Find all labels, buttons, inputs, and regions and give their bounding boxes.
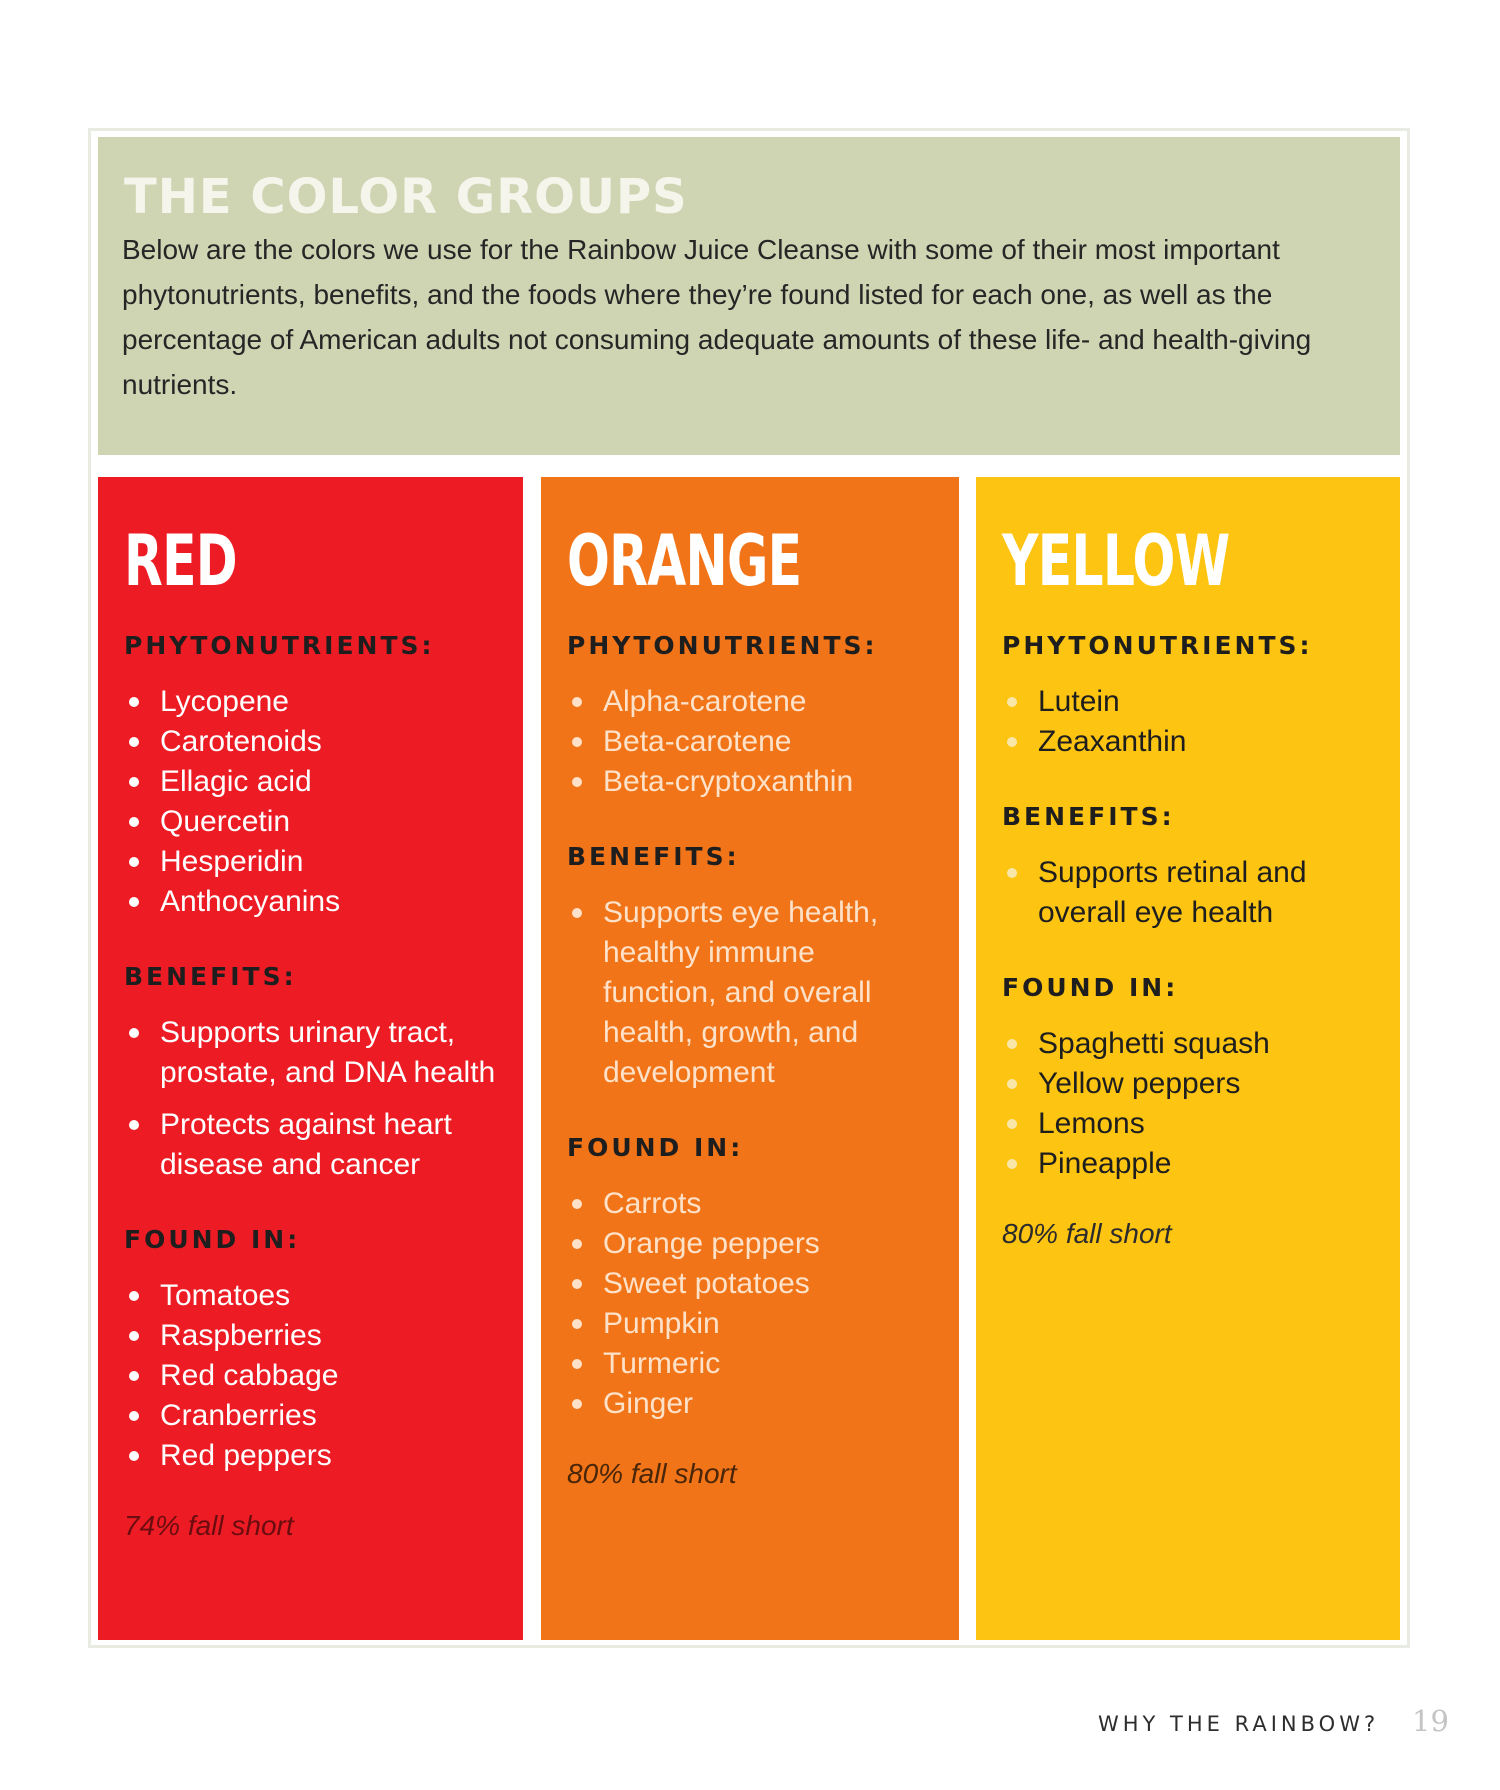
orange-phytonutrients-heading: PHYTONUTRIENTS:	[567, 631, 878, 660]
list-item: Beta-cryptoxanthin	[567, 762, 933, 802]
red-found-in-heading: FOUND IN:	[124, 1225, 301, 1254]
orange-benefits-list	[567, 893, 933, 1093]
yellow-group-column	[976, 477, 1400, 1640]
bullet-icon	[572, 1239, 582, 1249]
yellow-phytonutrients-heading: PHYTONUTRIENTS:	[1002, 631, 1313, 660]
list-item: Lutein	[1002, 682, 1374, 722]
list-item: Pumpkin	[567, 1304, 933, 1344]
bullet-icon	[1007, 737, 1017, 747]
red-group-title: RED	[124, 520, 237, 602]
list-item: Carotenoids	[124, 722, 497, 762]
bullet-icon	[129, 697, 139, 707]
orange-phytonutrients-list	[567, 682, 933, 802]
orange-stat: 80% fall short	[567, 1458, 737, 1489]
list-item: Red cabbage	[124, 1356, 497, 1396]
bullet-icon	[572, 777, 582, 787]
intro-panel	[98, 137, 1400, 455]
list-item: Sweet potatoes	[567, 1264, 933, 1304]
list-item: Pineapple	[1002, 1144, 1374, 1184]
running-head: WHY THE RAINBOW?	[1098, 1712, 1380, 1736]
bullet-icon	[572, 1359, 582, 1369]
list-item: Orange peppers	[567, 1224, 933, 1264]
list-item: Supports eye health, healthy immune function, and overall health, growth, and development	[567, 893, 933, 1093]
list-item: Carrots	[567, 1184, 933, 1224]
list-item: Ginger	[567, 1384, 933, 1424]
intro-title: THE COLOR GROUPS	[124, 169, 688, 225]
yellow-group-title: YELLOW	[1002, 520, 1230, 602]
list-item: Hesperidin	[124, 842, 497, 882]
red-phytonutrients-heading: PHYTONUTRIENTS:	[124, 631, 435, 660]
bullet-icon	[129, 817, 139, 827]
list-item: Ellagic acid	[124, 762, 497, 802]
orange-found-in-heading: FOUND IN:	[567, 1133, 744, 1162]
bullet-icon	[572, 1399, 582, 1409]
bullet-icon	[1007, 1039, 1017, 1049]
yellow-found-in-list	[1002, 1024, 1374, 1184]
list-item: Yellow peppers	[1002, 1064, 1374, 1104]
bullet-icon	[129, 1331, 139, 1341]
red-phytonutrients-list	[124, 682, 497, 922]
page-number: 19	[1412, 1704, 1449, 1738]
orange-benefits-heading: BENEFITS:	[567, 842, 740, 871]
orange-group-column	[541, 477, 959, 1640]
yellow-phytonutrients-list	[1002, 682, 1374, 762]
yellow-found-in-heading: FOUND IN:	[1002, 973, 1179, 1002]
list-item: Spaghetti squash	[1002, 1024, 1374, 1064]
list-item: Supports urinary tract, prostate, and DNA health	[124, 1013, 497, 1093]
bullet-icon	[572, 908, 582, 918]
bullet-icon	[129, 1291, 139, 1301]
bullet-icon	[1007, 1119, 1017, 1129]
bullet-icon	[1007, 697, 1017, 707]
bullet-icon	[129, 777, 139, 787]
list-item: Lycopene	[124, 682, 497, 722]
list-item: Cranberries	[124, 1396, 497, 1436]
list-item: Supports retinal and overall eye health	[1002, 853, 1374, 933]
list-item: Alpha-carotene	[567, 682, 933, 722]
list-item: Tomatoes	[124, 1276, 497, 1316]
list-item: Quercetin	[124, 802, 497, 842]
list-item: Red peppers	[124, 1436, 497, 1476]
bullet-icon	[1007, 1079, 1017, 1089]
bullet-icon	[129, 857, 139, 867]
list-item: Anthocyanins	[124, 882, 497, 922]
red-benefits-heading: BENEFITS:	[124, 962, 297, 991]
intro-body: Below are the colors we use for the Rainbow Juice Cleanse with some of their most important phytonutrients, benefits, and the foods where they’re found listed for each one, as well as the percentage of American adults not consuming adequate amounts of these life- and health-giving nutrients.	[122, 234, 1312, 400]
bullet-icon	[129, 1028, 139, 1038]
red-benefits-list	[124, 1013, 497, 1185]
yellow-benefits-heading: BENEFITS:	[1002, 802, 1175, 831]
bullet-icon	[572, 737, 582, 747]
bullet-icon	[1007, 868, 1017, 878]
bullet-icon	[572, 1199, 582, 1209]
bullet-icon	[129, 737, 139, 747]
bullet-icon	[572, 697, 582, 707]
bullet-icon	[129, 897, 139, 907]
bullet-icon	[129, 1120, 139, 1130]
list-item: Beta-carotene	[567, 722, 933, 762]
red-stat: 74% fall short	[124, 1510, 294, 1541]
orange-group-title: ORANGE	[567, 520, 802, 602]
bullet-icon	[129, 1371, 139, 1381]
red-group-column	[98, 477, 523, 1640]
list-item: Zeaxanthin	[1002, 722, 1374, 762]
list-item: Lemons	[1002, 1104, 1374, 1144]
bullet-icon	[129, 1411, 139, 1421]
list-item: Protects against heart disease and cancer	[124, 1105, 497, 1185]
red-found-in-list	[124, 1276, 497, 1476]
bullet-icon	[572, 1319, 582, 1329]
bullet-icon	[572, 1279, 582, 1289]
yellow-benefits-list	[1002, 853, 1374, 933]
orange-found-in-list	[567, 1184, 933, 1424]
bullet-icon	[129, 1451, 139, 1461]
bullet-icon	[1007, 1159, 1017, 1169]
list-item: Raspberries	[124, 1316, 497, 1356]
yellow-stat: 80% fall short	[1002, 1218, 1172, 1249]
list-item: Turmeric	[567, 1344, 933, 1384]
